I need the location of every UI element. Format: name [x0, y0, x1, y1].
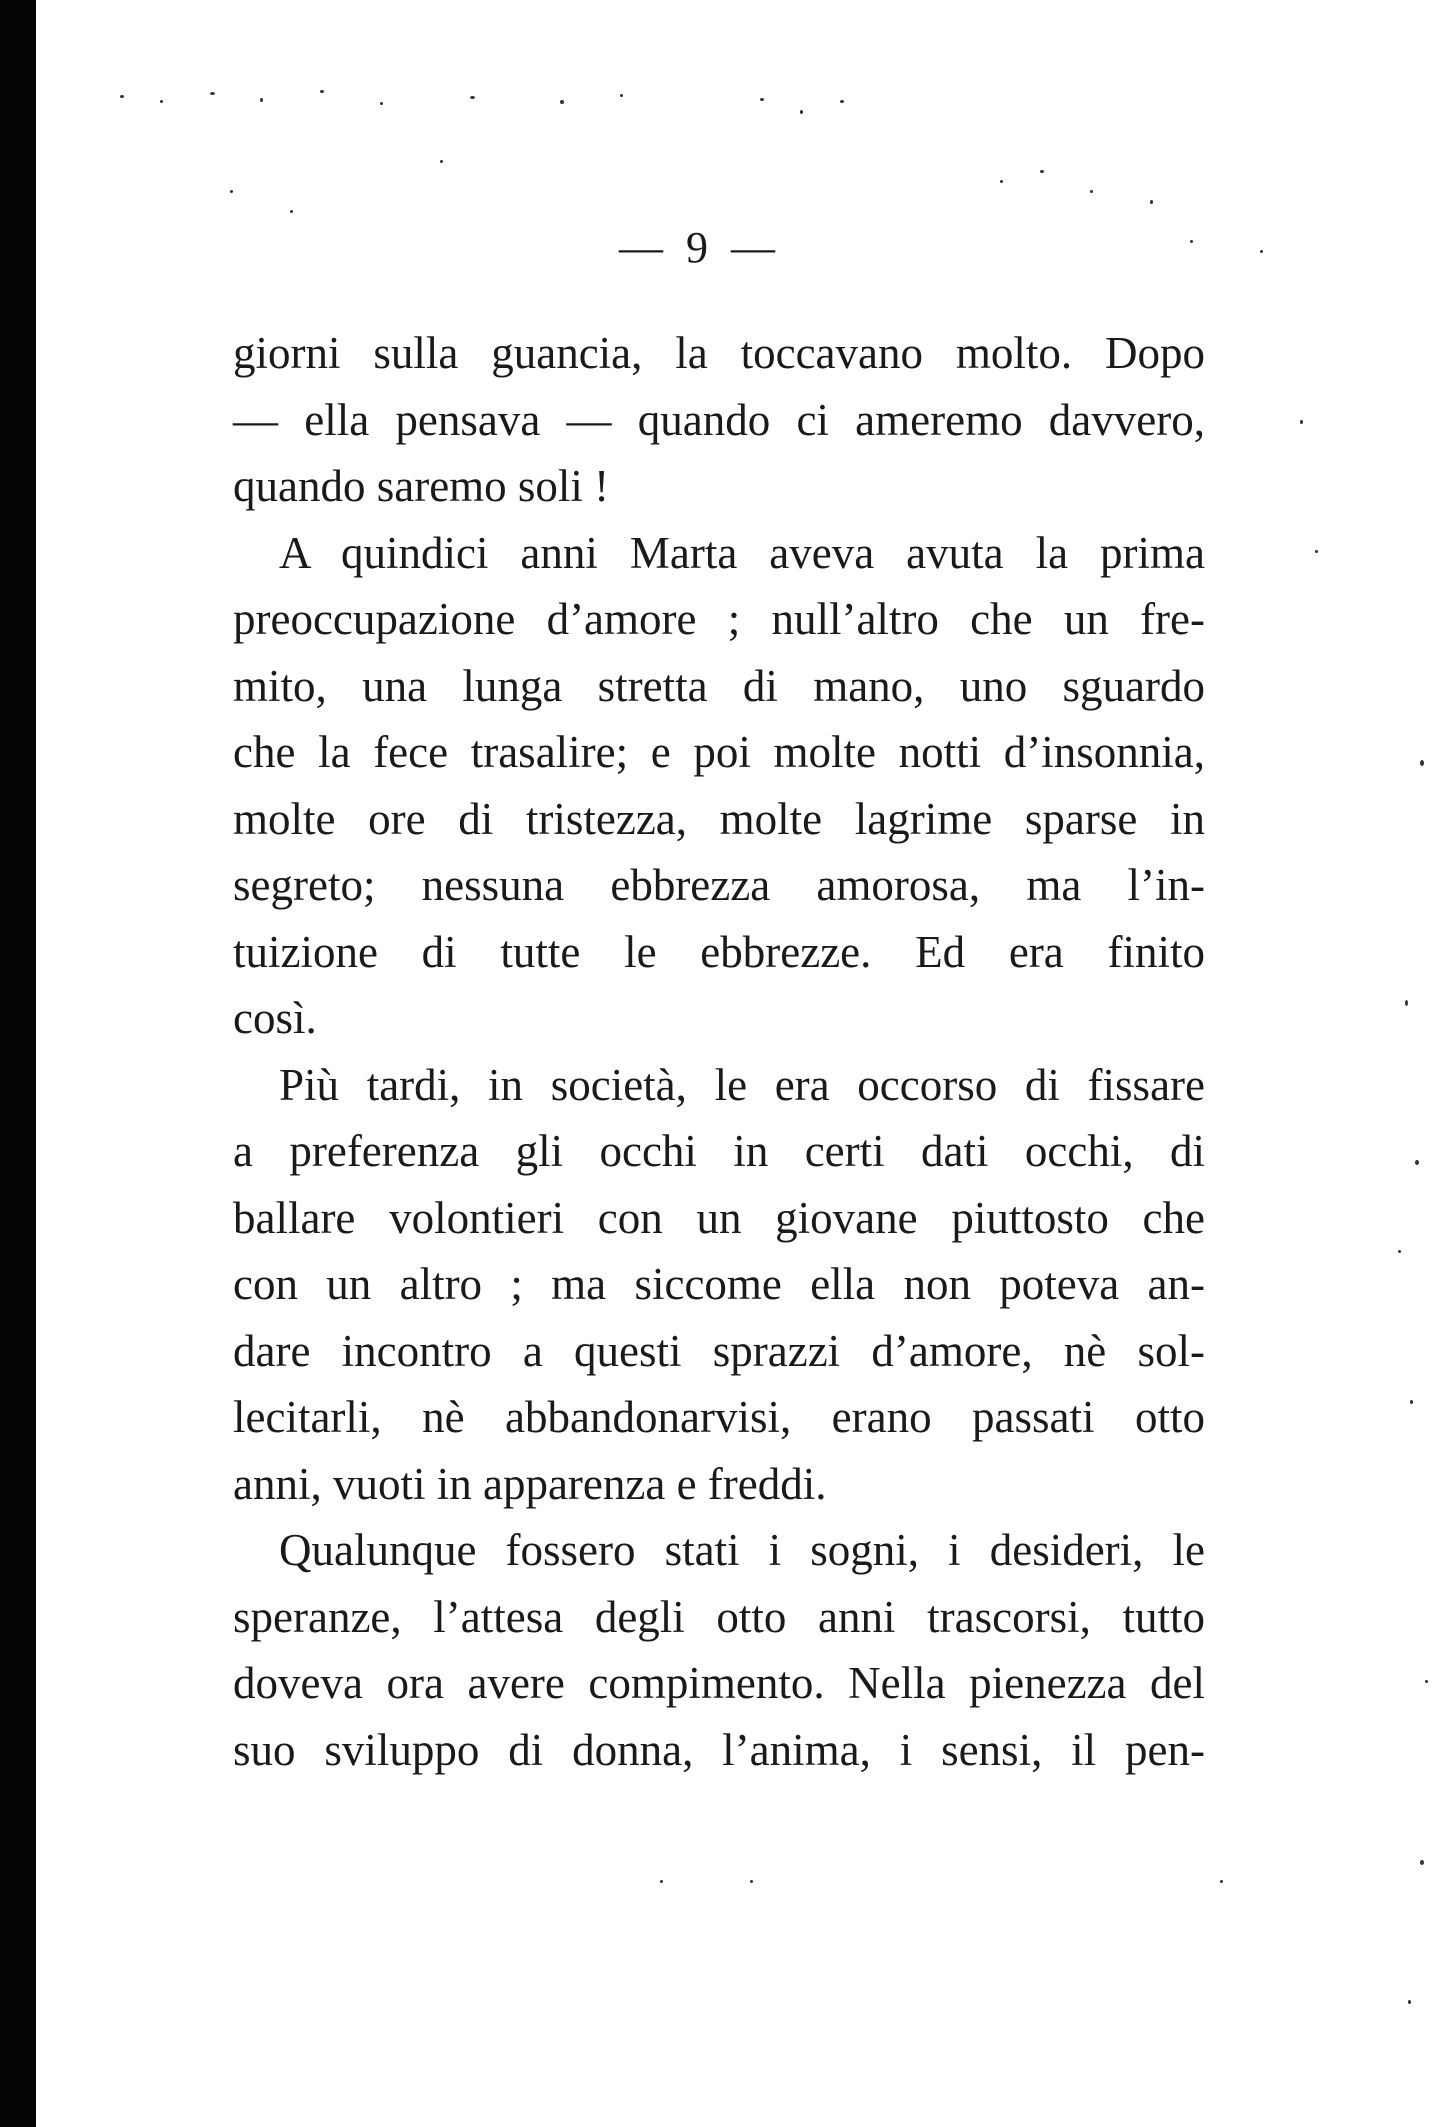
- text-line: che la fece trasalire; e poi molte notti d’insonnia,: [233, 727, 1205, 777]
- body-text: [233, 320, 1205, 1783]
- text-line: — ella pensava — quando ci ameremo davvero,: [233, 394, 1205, 445]
- text-line: segreto; nessuna ebbrezza amorosa, ma l’in-: [233, 860, 1205, 910]
- text-line: doveva ora avere compimento. Nella pienezza del: [233, 1658, 1205, 1708]
- text-line: lecitarli, nè abbandonarvisi, erano passati otto: [233, 1392, 1205, 1442]
- text-line: suo sviluppo di donna, l’anima, i sensi, il pen-: [233, 1724, 1205, 1775]
- text-line: Più tardi, in società, le era occorso di fissare: [279, 1059, 1205, 1110]
- text-line: dare incontro a questi sprazzi d’amore, nè sol-: [233, 1325, 1205, 1376]
- text-line: così.: [233, 993, 317, 1043]
- paragraph: [233, 1052, 1205, 1518]
- text-line: A quindici anni Marta aveva avuta la prima: [279, 527, 1205, 578]
- text-line: speranze, l’attesa degli otto anni trascorsi, tutto: [233, 1591, 1205, 1642]
- text-line: molte ore di tristezza, molte lagrime sparse in: [233, 793, 1205, 844]
- text-line: a preferenza gli occhi in certi dati occhi, di: [233, 1126, 1205, 1176]
- text-line: Qualunque fossero stati i sogni, i desideri, le: [279, 1525, 1205, 1575]
- paragraph: [233, 1517, 1205, 1783]
- text-line: quando saremo soli !: [233, 461, 610, 511]
- text-line: giorni sulla guancia, la toccavano molto. Dopo: [233, 328, 1205, 378]
- text-line: mito, una lunga stretta di mano, uno sguardo: [233, 660, 1205, 711]
- text-line: ballare volontieri con un giovane piuttosto che: [233, 1192, 1205, 1243]
- paragraph: [233, 520, 1205, 1052]
- page-number: — 9 —: [619, 223, 781, 272]
- book-spine-edge: [0, 0, 36, 2127]
- text-line: tuizione di tutte le ebbrezze. Ed era finito: [233, 926, 1205, 977]
- text-line: preoccupazione d’amore ; null’altro che un fre-: [233, 594, 1205, 644]
- text-line: anni, vuoti in apparenza e freddi.: [233, 1458, 827, 1509]
- paragraph: [233, 320, 1205, 520]
- text-line: con un altro ; ma siccome ella non poteva an-: [233, 1259, 1205, 1309]
